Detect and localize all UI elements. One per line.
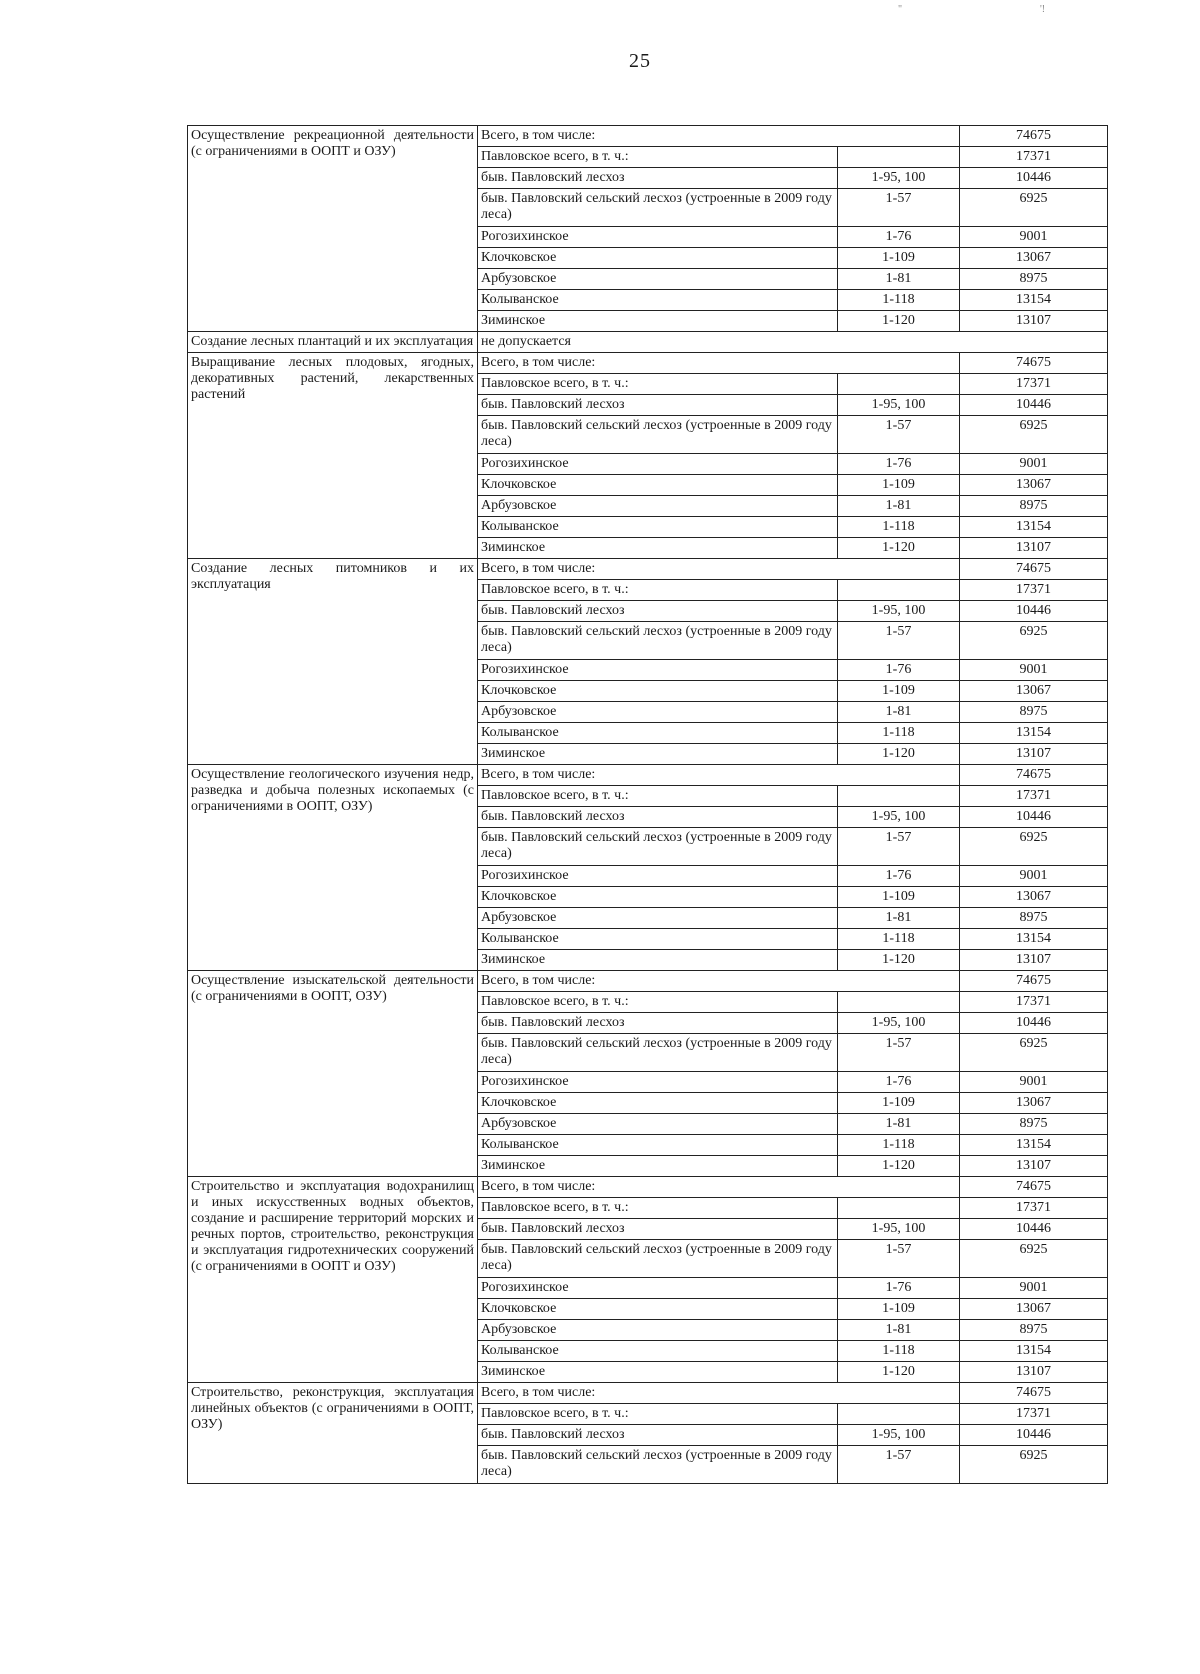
forestry-name-cell: Рогозихинское — [478, 454, 838, 475]
area-cell: 6925 — [960, 622, 1108, 660]
area-cell: 6925 — [960, 1034, 1108, 1072]
forestry-name-cell: Клочковское — [478, 248, 838, 269]
area-cell: 10446 — [960, 1219, 1108, 1240]
area-cell: 8975 — [960, 1114, 1108, 1135]
activity-cell: Создание лесных питомников и их эксплуатация — [188, 559, 478, 765]
quarters-cell: 1-120 — [838, 1156, 960, 1177]
area-cell: 8975 — [960, 496, 1108, 517]
forestry-name-cell: Павловское всего, в т. ч.: — [478, 992, 838, 1013]
quarters-cell — [838, 374, 960, 395]
area-cell: 13067 — [960, 248, 1108, 269]
quarters-cell: 1-120 — [838, 538, 960, 559]
forestry-name-cell: Всего, в том числе: — [478, 1383, 960, 1404]
forest-use-table — [187, 125, 1108, 1484]
quarters-cell: 1-57 — [838, 622, 960, 660]
forestry-name-cell: Рогозихинское — [478, 1278, 838, 1299]
quarters-cell: 1-95, 100 — [838, 601, 960, 622]
area-cell: 8975 — [960, 1320, 1108, 1341]
quarters-cell: 1-95, 100 — [838, 168, 960, 189]
area-cell: 17371 — [960, 147, 1108, 168]
quarters-cell: 1-81 — [838, 269, 960, 290]
forestry-name-cell: Зиминское — [478, 1156, 838, 1177]
area-cell: 10446 — [960, 395, 1108, 416]
area-cell: 17371 — [960, 580, 1108, 601]
forestry-name-cell: быв. Павловский лесхоз — [478, 168, 838, 189]
scan-mark-left: " — [898, 4, 903, 15]
forestry-name-cell: Всего, в том числе: — [478, 971, 960, 992]
area-cell: 13154 — [960, 517, 1108, 538]
forestry-name-cell: Рогозихинское — [478, 866, 838, 887]
area-cell: 6925 — [960, 1240, 1108, 1278]
area-cell: 13154 — [960, 290, 1108, 311]
area-cell: 6925 — [960, 416, 1108, 454]
area-cell: 13067 — [960, 1093, 1108, 1114]
quarters-cell — [838, 580, 960, 601]
forestry-name-cell: Павловское всего, в т. ч.: — [478, 374, 838, 395]
forestry-name-cell: Арбузовское — [478, 908, 838, 929]
quarters-cell — [838, 147, 960, 168]
forestry-name-cell: Зиминское — [478, 538, 838, 559]
area-cell: 9001 — [960, 227, 1108, 248]
area-cell: 9001 — [960, 866, 1108, 887]
quarters-cell — [838, 1404, 960, 1425]
forestry-name-cell: Клочковское — [478, 475, 838, 496]
forestry-name-cell: быв. Павловский сельский лесхоз (устроенные в 2009 году леса) — [478, 622, 838, 660]
quarters-cell: 1-118 — [838, 723, 960, 744]
forestry-name-cell: Колыванское — [478, 290, 838, 311]
area-cell: 74675 — [960, 971, 1108, 992]
quarters-cell: 1-81 — [838, 496, 960, 517]
activity-cell: Осуществление геологического изучения недр, разведка и добыча полезных ископаемых (с ограничениями в ООПТ, ОЗУ) — [188, 765, 478, 971]
quarters-cell: 1-118 — [838, 290, 960, 311]
forestry-name-cell: быв. Павловский сельский лесхоз (устроенные в 2009 году леса) — [478, 1034, 838, 1072]
area-cell: 17371 — [960, 374, 1108, 395]
quarters-cell: 1-118 — [838, 1135, 960, 1156]
forestry-name-cell: Колыванское — [478, 1135, 838, 1156]
quarters-cell: 1-95, 100 — [838, 1013, 960, 1034]
table-row — [188, 1383, 1108, 1404]
forestry-name-cell: Клочковское — [478, 681, 838, 702]
quarters-cell: 1-118 — [838, 1341, 960, 1362]
quarters-cell: 1-57 — [838, 416, 960, 454]
activity-cell: Осуществление изыскательской деятельности (с ограничениями в ООПТ, ОЗУ) — [188, 971, 478, 1177]
area-cell: 13107 — [960, 1362, 1108, 1383]
forestry-name-cell: Всего, в том числе: — [478, 126, 960, 147]
quarters-cell: 1-57 — [838, 828, 960, 866]
table-body — [188, 126, 1108, 1484]
table-row — [188, 1177, 1108, 1198]
forestry-name-cell: Павловское всего, в т. ч.: — [478, 1198, 838, 1219]
area-cell: 13067 — [960, 887, 1108, 908]
forestry-name-cell: Рогозихинское — [478, 1072, 838, 1093]
quarters-cell: 1-118 — [838, 517, 960, 538]
forestry-name-cell: Клочковское — [478, 1299, 838, 1320]
quarters-cell: 1-109 — [838, 1093, 960, 1114]
quarters-cell: 1-120 — [838, 1362, 960, 1383]
quarters-cell: 1-95, 100 — [838, 807, 960, 828]
quarters-cell: 1-120 — [838, 311, 960, 332]
area-cell: 10446 — [960, 601, 1108, 622]
area-cell: 74675 — [960, 353, 1108, 374]
forestry-name-cell: Зиминское — [478, 950, 838, 971]
forestry-name-cell: Всего, в том числе: — [478, 559, 960, 580]
forestry-name-cell: быв. Павловский сельский лесхоз (устроенные в 2009 году леса) — [478, 828, 838, 866]
forestry-name-cell: Всего, в том числе: — [478, 765, 960, 786]
area-cell: 13107 — [960, 950, 1108, 971]
forestry-name-cell: Арбузовское — [478, 496, 838, 517]
area-cell: 13067 — [960, 1299, 1108, 1320]
area-cell: 17371 — [960, 1404, 1108, 1425]
quarters-cell: 1-76 — [838, 1072, 960, 1093]
area-cell: 74675 — [960, 1383, 1108, 1404]
area-cell: 9001 — [960, 1278, 1108, 1299]
forestry-name-cell: быв. Павловский лесхоз — [478, 601, 838, 622]
area-cell: 10446 — [960, 168, 1108, 189]
quarters-cell: 1-57 — [838, 189, 960, 227]
forestry-name-cell: Клочковское — [478, 1093, 838, 1114]
area-cell: 13107 — [960, 311, 1108, 332]
forestry-name-cell: Павловское всего, в т. ч.: — [478, 147, 838, 168]
activity-cell: Создание лесных плантаций и их эксплуатация — [188, 332, 478, 353]
forestry-name-cell: Арбузовское — [478, 1320, 838, 1341]
quarters-cell: 1-76 — [838, 1278, 960, 1299]
quarters-cell — [838, 1198, 960, 1219]
quarters-cell: 1-109 — [838, 1299, 960, 1320]
forestry-name-cell: быв. Павловский лесхоз — [478, 395, 838, 416]
quarters-cell: 1-76 — [838, 454, 960, 475]
forestry-name-cell: Арбузовское — [478, 269, 838, 290]
quarters-cell: 1-81 — [838, 908, 960, 929]
area-cell: 13154 — [960, 723, 1108, 744]
quarters-cell: 1-120 — [838, 744, 960, 765]
forestry-name-cell: Рогозихинское — [478, 227, 838, 248]
area-cell: 13154 — [960, 1135, 1108, 1156]
quarters-cell: 1-81 — [838, 1114, 960, 1135]
forestry-name-cell: Арбузовское — [478, 1114, 838, 1135]
area-cell: 17371 — [960, 786, 1108, 807]
forestry-name-cell: Зиминское — [478, 744, 838, 765]
quarters-cell: 1-118 — [838, 929, 960, 950]
area-cell: 6925 — [960, 189, 1108, 227]
area-cell: 8975 — [960, 908, 1108, 929]
area-cell: 74675 — [960, 765, 1108, 786]
table-row — [188, 332, 1108, 353]
area-cell: 9001 — [960, 454, 1108, 475]
forestry-name-cell: Павловское всего, в т. ч.: — [478, 786, 838, 807]
area-cell: 13154 — [960, 929, 1108, 950]
forestry-name-cell: быв. Павловский лесхоз — [478, 807, 838, 828]
quarters-cell: 1-57 — [838, 1446, 960, 1484]
forestry-name-cell: быв. Павловский лесхоз — [478, 1425, 838, 1446]
forestry-name-cell: Павловское всего, в т. ч.: — [478, 1404, 838, 1425]
area-cell: 8975 — [960, 269, 1108, 290]
area-cell: 74675 — [960, 126, 1108, 147]
area-cell: 9001 — [960, 1072, 1108, 1093]
area-cell: 17371 — [960, 992, 1108, 1013]
area-cell: 8975 — [960, 702, 1108, 723]
area-cell: 6925 — [960, 1446, 1108, 1484]
quarters-cell: 1-57 — [838, 1034, 960, 1072]
forestry-name-cell: Всего, в том числе: — [478, 1177, 960, 1198]
table-row — [188, 971, 1108, 992]
quarters-cell: 1-95, 100 — [838, 1219, 960, 1240]
forestry-name-cell: быв. Павловский сельский лесхоз (устроенные в 2009 году леса) — [478, 1446, 838, 1484]
quarters-cell — [838, 992, 960, 1013]
area-cell: 13107 — [960, 1156, 1108, 1177]
activity-cell: Строительство, реконструкция, эксплуатация линейных объектов (с ограничениями в ООПТ, ОЗУ) — [188, 1383, 478, 1484]
page-number: 25 — [629, 50, 651, 72]
forestry-name-cell: Колыванское — [478, 929, 838, 950]
area-cell: 13107 — [960, 744, 1108, 765]
quarters-cell: 1-109 — [838, 681, 960, 702]
quarters-cell: 1-109 — [838, 887, 960, 908]
quarters-cell: 1-81 — [838, 702, 960, 723]
area-cell: 10446 — [960, 1425, 1108, 1446]
scan-mark-right: '! — [1040, 4, 1046, 15]
note-cell: не допускается — [478, 332, 1108, 353]
area-cell: 74675 — [960, 559, 1108, 580]
quarters-cell: 1-109 — [838, 475, 960, 496]
quarters-cell — [838, 786, 960, 807]
quarters-cell: 1-76 — [838, 866, 960, 887]
area-cell: 10446 — [960, 1013, 1108, 1034]
quarters-cell: 1-81 — [838, 1320, 960, 1341]
quarters-cell: 1-57 — [838, 1240, 960, 1278]
table-row — [188, 559, 1108, 580]
forestry-name-cell: быв. Павловский лесхоз — [478, 1219, 838, 1240]
area-cell: 13107 — [960, 538, 1108, 559]
forestry-name-cell: быв. Павловский сельский лесхоз (устроенные в 2009 году леса) — [478, 189, 838, 227]
area-cell: 13154 — [960, 1341, 1108, 1362]
forestry-name-cell: Зиминское — [478, 311, 838, 332]
quarters-cell: 1-76 — [838, 227, 960, 248]
quarters-cell: 1-95, 100 — [838, 1425, 960, 1446]
forestry-name-cell: Рогозихинское — [478, 660, 838, 681]
quarters-cell: 1-120 — [838, 950, 960, 971]
forestry-name-cell: быв. Павловский сельский лесхоз (устроенные в 2009 году леса) — [478, 416, 838, 454]
forestry-name-cell: Арбузовское — [478, 702, 838, 723]
forestry-name-cell: Клочковское — [478, 887, 838, 908]
forestry-name-cell: быв. Павловский сельский лесхоз (устроенные в 2009 году леса) — [478, 1240, 838, 1278]
quarters-cell: 1-95, 100 — [838, 395, 960, 416]
forestry-name-cell: Колыванское — [478, 1341, 838, 1362]
area-cell: 13067 — [960, 475, 1108, 496]
forestry-name-cell: Павловское всего, в т. ч.: — [478, 580, 838, 601]
forestry-name-cell: Колыванское — [478, 517, 838, 538]
forestry-name-cell: Всего, в том числе: — [478, 353, 960, 374]
area-cell: 10446 — [960, 807, 1108, 828]
area-cell: 17371 — [960, 1198, 1108, 1219]
forestry-name-cell: быв. Павловский лесхоз — [478, 1013, 838, 1034]
area-cell: 6925 — [960, 828, 1108, 866]
forestry-name-cell: Зиминское — [478, 1362, 838, 1383]
activity-cell: Строительство и эксплуатация водохранилищ и иных искусственных водных объектов, создание и расширение территорий морских и речных портов, строительство, реконструкция и эксплуатация гидротехнических сооружений (с ограничениями в ООПТ и ОЗУ) — [188, 1177, 478, 1383]
table-row — [188, 353, 1108, 374]
area-cell: 13067 — [960, 681, 1108, 702]
area-cell: 74675 — [960, 1177, 1108, 1198]
table-row — [188, 126, 1108, 147]
forestry-name-cell: Колыванское — [478, 723, 838, 744]
quarters-cell: 1-109 — [838, 248, 960, 269]
quarters-cell: 1-76 — [838, 660, 960, 681]
activity-cell: Выращивание лесных плодовых, ягодных, декоративных растений, лекарственных растений — [188, 353, 478, 559]
table-row — [188, 765, 1108, 786]
area-cell: 9001 — [960, 660, 1108, 681]
activity-cell: Осуществление рекреационной деятельности (с ограничениями в ООПТ и ОЗУ) — [188, 126, 478, 332]
